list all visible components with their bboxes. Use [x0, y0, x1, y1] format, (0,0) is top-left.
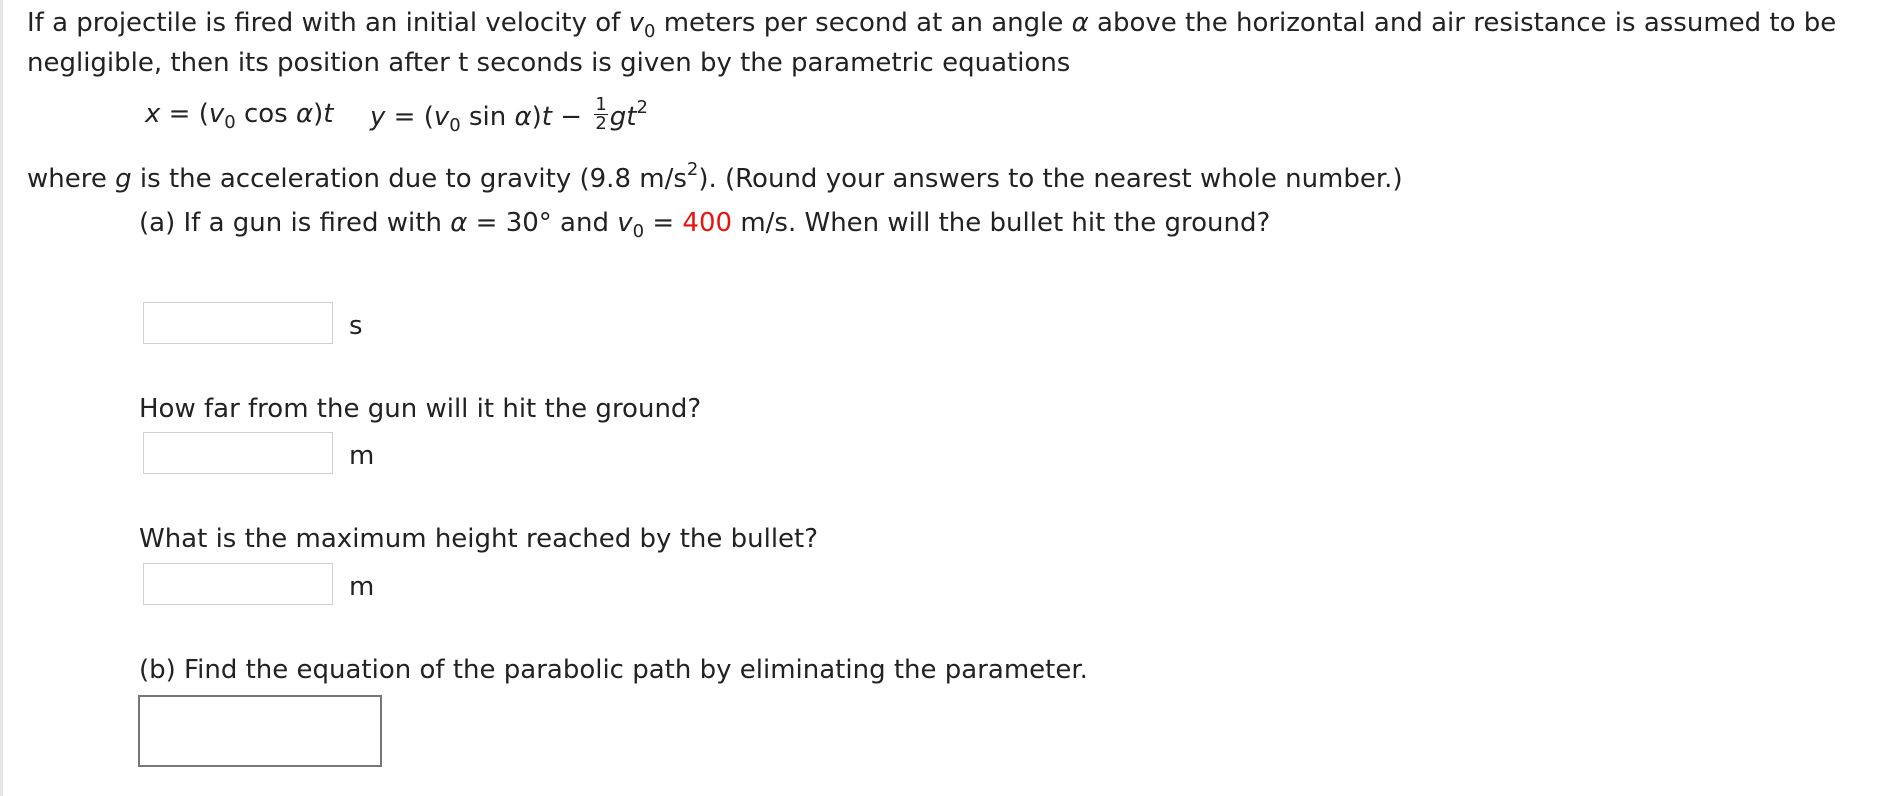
parabolic-path-answer-box[interactable] — [138, 695, 382, 767]
max-height-answer-input[interactable] — [143, 563, 333, 605]
part-b-prompt: (b) Find the equation of the parabolic path by eliminating the parameter. — [139, 655, 1088, 685]
time-unit: s — [349, 311, 363, 341]
distance-unit: m — [349, 441, 375, 471]
intro-line-1: If a projectile is fired with an initial velocity of $v_0$ meters per second at an angle α above the horizontal and air resistance is assumed to be — [27, 8, 1837, 42]
left-border — [0, 0, 3, 796]
max-height-unit: m — [349, 572, 375, 602]
time-answer-input[interactable] — [143, 302, 333, 344]
max-height-question: What is the maximum height reached by the bullet? — [139, 524, 819, 554]
one-half-fraction: $\frac{1}{2}$ — [595, 94, 607, 134]
equation-y: $y = (v_0$ sin α)t − $\frac{1}{2}$ $gt^2$ — [370, 94, 648, 136]
distance-answer-input[interactable] — [143, 432, 333, 474]
v0-value: 400 — [682, 208, 733, 238]
equation-x: $x = (v_0$ cos α)t — [145, 99, 334, 133]
intro-line-2: negligible, then its position after t seconds is given by the parametric equations — [27, 48, 1071, 78]
part-a-prompt: (a) If a gun is fired with α = 30° and $v_0 = 400$ m/s. When will the bullet hit the ground? — [139, 208, 1271, 242]
gravity-note: where g is the acceleration due to gravity (9.8 $m/s^2$). (Round your answers to the nearest whole number.) — [27, 159, 1403, 194]
distance-question: How far from the gun will it hit the ground? — [139, 394, 702, 424]
